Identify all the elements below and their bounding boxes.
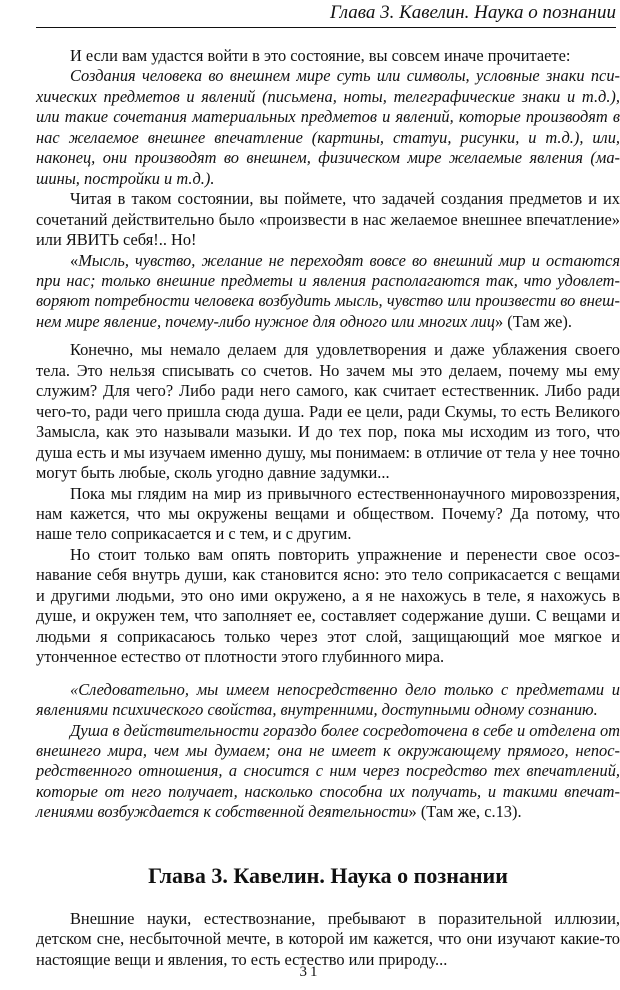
page-number: 31 [299, 964, 321, 980]
quote-thought-ref: » (Там же). [494, 311, 572, 331]
quote-soul-ref: » (Там же, с.13). [408, 802, 522, 822]
quote-thought-text: Мысль, чувство, желание не переходят вовсе во внешний мир и остаются при нас; только внешние предметы и явления располагаются так, что удовлетворяют потребности человека возбудить мысль, чувство или произвести во внешнем мире явление, почему-либо нужное для одного или многих лиц [36, 250, 620, 331]
paragraph-reading: Читая в таком состоянии, вы поймете, что задачей создания предметов и их сочетаний действительно было «произвести в нас желаемое внешнее впечатление» или ЯВИТЬ себя!.. Но! [36, 189, 620, 250]
paragraph-worldview: Пока мы глядим на мир из привычного естественнонаучного мировоззрения, нам кажется, что мы окружены вещами и обществом. Почему? Да потому, что наше тело соприкасается и с тем, и с другим. [36, 483, 620, 544]
page-body [36, 46, 620, 970]
chapter-title: Глава 3. Кавелин. Наука о познании [148, 862, 508, 888]
quote-soul [36, 721, 620, 823]
header-rule [36, 27, 616, 28]
quote-soul-text: Душа в действительности гораздо более сосредоточена в себе и отделена от внешнего мира, чем мы думаем; она не имеет к окружающему прямого, непосредственного отношения, а сносится с ним через посредство тех впечатлений, которые от него получает, насколько способна их получать, и такими впечатлениями возбуждается к собственной деятельности [36, 720, 620, 822]
quote-psychic: «Следовательно, мы имеем непосредственно дело только с предметами и явлениями психического свойства, внутренними, доступными одному сознанию. [36, 679, 620, 720]
quote-creations: Создания человека во внешнем мире суть или символы, условные знаки психических предметов и явлений (письмена, ноты, телеграфические знаки и т.д.), или такие сочетания материальных предметов и явлений, которые производят в нас желаемое внешнее впечатление (картины, статуи, рисунки, и т.д.), или, наконец, они производят во внешнем, физическом мире желаемые явления (машины, постройки и т.д.). [36, 66, 620, 188]
quote-thought [36, 251, 620, 333]
chapter-intro: Внешние науки, естествознание, пребывают в поразительной иллюзии, детском сне, несбыточной мечте, в которой им кажется, что они изучают какие-то настоящие вещи и явления, то есть естество или природу... [36, 908, 620, 969]
paragraph-intro: И если вам удастся войти в это состояние, вы совсем иначе прочитаете: [70, 46, 571, 65]
quote-open-mark: « [70, 250, 79, 270]
running-header: Глава 3. Кавелин. Наука о познании [329, 2, 616, 23]
paragraph-exercise: Но стоит только вам опять повторить упражнение и перенести свое осознавание себя внутрь души, как становится ясно: это тело соприкасается с вещами и другими людьми, это оно ими окружено, а я не нахожусь в теле, я нахожусь в душе, и окружен тем, что заполняет ее, составляет содержание души. С вещами и людьми я соприкасаюсь только через этот слой, защищающий мое мягкое и утонченное естество от плотности этого глубинного мира. [36, 544, 620, 667]
paragraph-body: Конечно, мы немало делаем для удовлетворения и даже ублажения своего тела. Это нельзя списывать со счетов. Но зачем мы это делаем, почему мы ему служим? Для чего? Либо ради него самого, как считает естественник. Либо ради чего-то, ради чего пришла сюда душа. Ради ее цели, ради Скумы, то есть Великого Замысла, как это называли мазыки. И до тех пор, пока мы исходим из того, что душа есть и мы изучаем именно душу, мы понимаем: в отличие от тела у нее точно могут быть любые, сколь угодно давние задумки... [36, 340, 620, 483]
